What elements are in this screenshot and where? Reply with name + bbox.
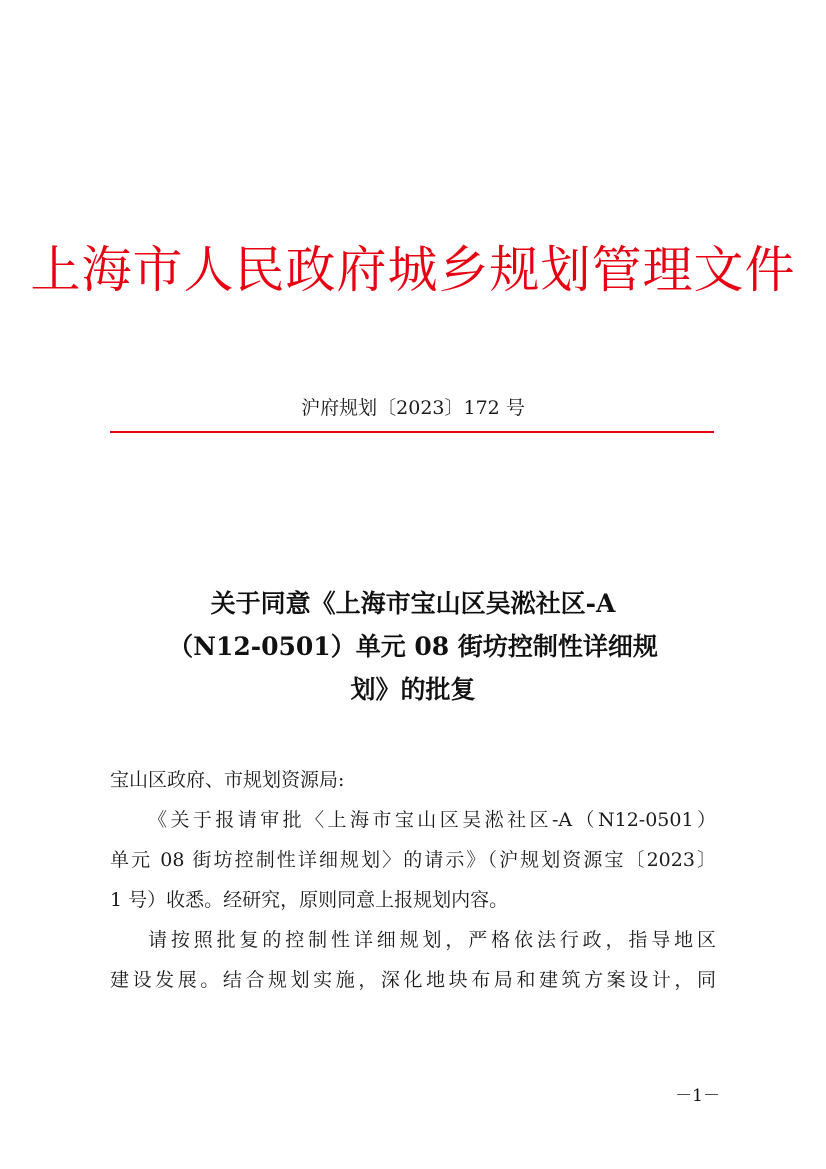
document-title-line: 关于同意《上海市宝山区吴淞社区-A	[210, 589, 616, 618]
addressee: 宝山区政府、市规划资源局:	[110, 769, 345, 791]
header-red-rule	[110, 431, 714, 433]
document-body	[110, 760, 716, 1000]
paragraph-line: 1 号）收悉。经研究，原则同意上报规划内容。	[110, 889, 509, 911]
paragraph-line: 《关于报请审批〈上海市宝山区吴淞社区-A（N12-0501）	[148, 809, 716, 831]
page-number: －1－	[675, 1086, 720, 1106]
document-title-line: 划》的批复	[350, 675, 476, 704]
document-title	[110, 582, 716, 711]
document-header-title: 上海市人民政府城乡规划管理文件	[30, 241, 796, 299]
paragraph-line: 请按照批复的控制性详细规划，严格依法行政，指导地区	[148, 929, 716, 951]
document-title-line: （N12-0501）单元 08 街坊控制性详细规	[168, 632, 658, 661]
paragraph-line: 建设发展。结合规划实施，深化地块布局和建筑方案设计，同	[110, 969, 716, 991]
document-number: 沪府规划〔2023〕172 号	[301, 397, 525, 419]
paragraph-line: 单元 08 街坊控制性详细规划〉的请示》（沪规划资源宝〔2023〕	[110, 849, 716, 871]
